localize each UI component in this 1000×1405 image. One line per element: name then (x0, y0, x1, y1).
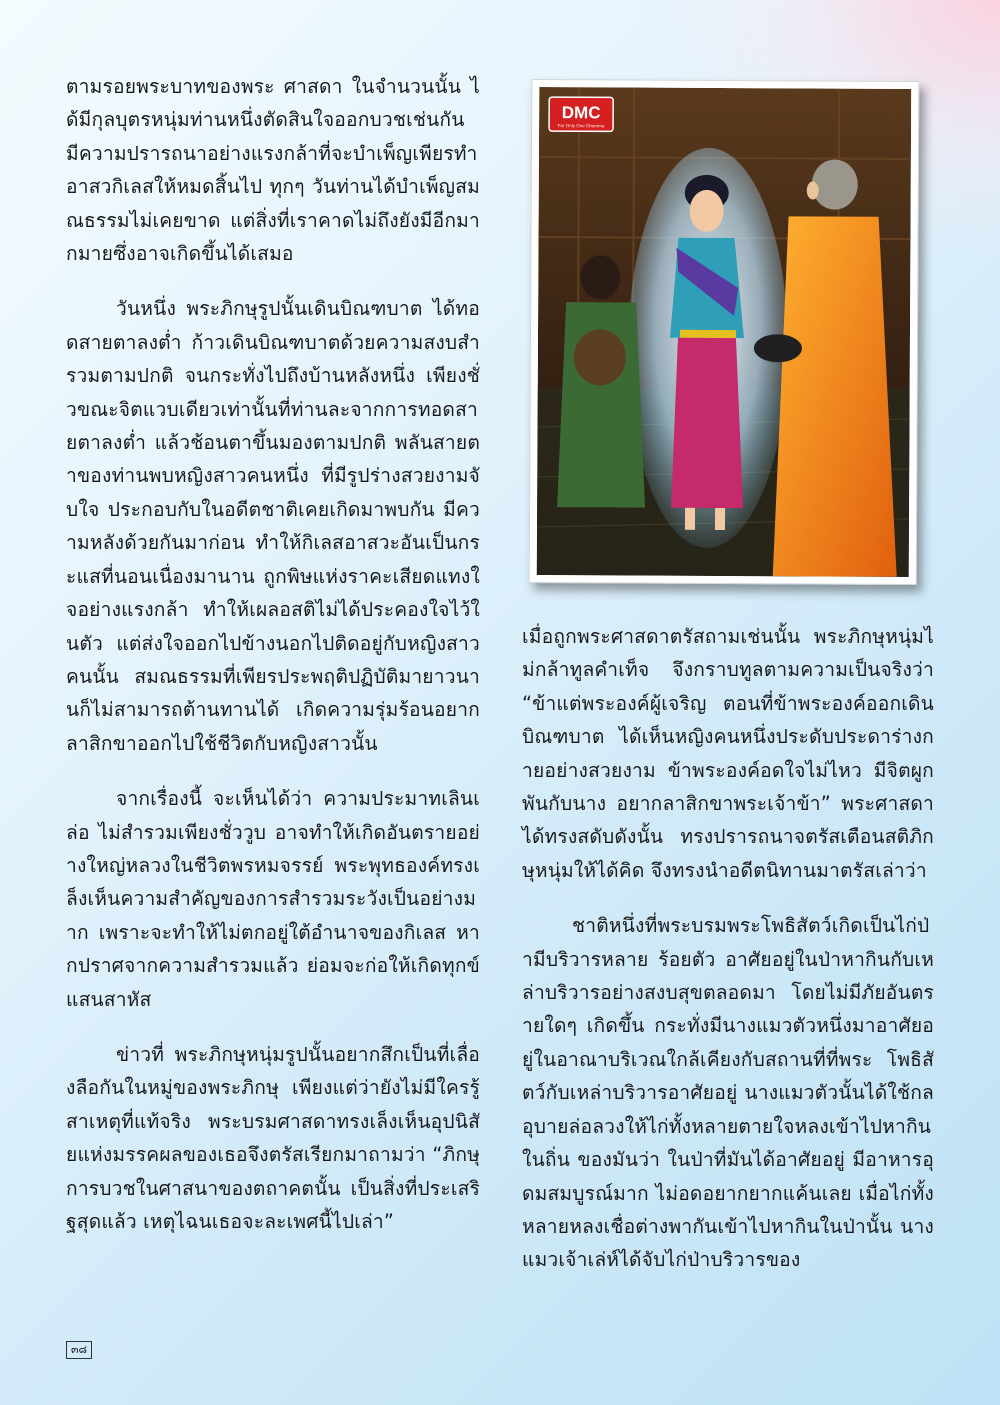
left-paragraph-1: ตามรอยพระบาทของพระ ศาสดา ในจำนวนนั้น ได้มีกุลบุตรหนุ่มท่านหนึ่งตัดสินใจออกบวชเช่นกัน มีความปรารถนาอย่างแรงกล้าที่จะบำเพ็ญเพียรทำอาสวกิเลสให้หมดสิ้นไป ทุกๆ วันท่านได้บำเพ็ญสมณธรรมไม่เคยขาด แต่สิ่งที่เราคาดไม่ถึงยังมีอีกมากมายซึ่งอาจเกิดขึ้นได้เสมอ (66, 75, 480, 266)
right-paragraph-1: เมื่อถูกพระศาสดาตรัสถามเช่นนั้น พระภิกษุหนุ่มไม่กล้าทูลคำเท็จ จึงกราบทูลตามความเป็นจริงว่า “ข้าแต่พระองค์ผู้เจริญ ตอนที่ข้าพระองค์ออกเดินบิณฑบาต ได้เห็นหญิงคนหนึ่งประดับประดาร่างกายอย่างสวยงาม ข้าพระองค์อดใจไม่ไหว มีจิตผูกพันกับนาง อยากลาสิกขาพระเจ้าข้า” พระศาสดาได้ทรงสดับดังนั้น ทรงปรารถนาจตรัสเตือนสติภิกษุหนุ่มให้ได้คิด จึงทรงนำอดีตนิทานมาตรัสเล่าว่า (522, 625, 934, 882)
right-paragraph-2: ชาติหนึ่งที่พระบรมพระโพธิสัตว์เกิดเป็นไก่ป่ามีบริวารหลาย ร้อยตัว อาศัยอยู่ในป่าหากินกับเหล่าบริวารอย่างสงบสุขตลอดมา โดยไม่มีภัยอันตรายใดๆ เกิดขึ้น กระทั่งมีนางแมวตัวหนึ่งมาอาศัยอยู่ในอาณาบริเวณใกล้เคียงกับสถานที่ที่พระ โพธิสัตว์กับเหล่าบริวารอาศัยอยู่ นางแมวตัวนั้นได้ใช้กลอุบายล่อลวงให้ไก่ทั้งหลายตายใจหลงเข้าไปหากินในถิ่น ของมันว่า ในป่าที่มันได้อาศัยอยู่ มีอาหารอุดมสมบูรณ์มาก ไม่อดอยากยากแค้นเลย เมื่อไก่ทั้งหลายหลงเชื่อต่างพากันเข้าไปหากินในป่านั้น นางแมวเจ้าเล่ห์ได้จับไก่ป่าบริวารของ (522, 914, 934, 1272)
monk-and-woman-illustration (537, 87, 912, 577)
left-paragraph-2: วันหนึ่ง พระภิกษุรูปนั้นเดินบิณฑบาต ได้ทอดสายตาลงต่ำ ก้าวเดินบิณฑบาตด้วยความสงบสำรวมตามปกติ จนกระทั่งไปถึงบ้านหลังหนึ่ง เพียงชั่วขณะจิตแวบเดียวเท่านั้นที่ท่านละจากการทอดสายตาลงต่ำ แล้วช้อนตาขึ้นมองตามปกติ พลันสายตาของท่านพบหญิงสาวคนหนึ่ง ที่มีรูปร่างสวยงามจับใจ ประกอบกับในอดีตชาติเคยเกิดมาพบกัน มีความหลังด้วยกันมาก่อน ทำให้กิเลสอาสวะอันเป็นกระแสที่นอนเนื่องมานาน ถูกพิษแห่งราคะเสียดแทงใจอย่างแรงกล้า ทำให้เผลอสติไม่ได้ประคองใจไว้ในตัว แต่ส่งใจออกไปข้างนอกไปติดอยู่กับหญิงสาวคนนั้น สมณธรรมที่เพียรประพฤติปฏิบัติมายาวนานก็ไม่สามารถต้านทานได้ เกิดความรุ่มร้อนอยากลาสิกขาออกไปใช้ชีวิตกับหญิงสาวนั้น (66, 297, 480, 755)
right-column (522, 620, 934, 1299)
left-column (66, 70, 480, 1260)
alms-bowl (754, 334, 802, 362)
illustration-frame (529, 79, 920, 585)
logo-tagline: For Only One Dhamma (557, 123, 605, 129)
logo-text: DMC (561, 103, 601, 123)
left-paragraph-4: ข่าวที่ พระภิกษุหนุ่มรูปนั้นอยากสึกเป็นที่เลื่องลือกันในหมู่ของพระภิกษุ เพียงแต่ว่ายังไม่มีใครรู้สาเหตุที่แท้จริง พระบรมศาสดาทรงเล็งเห็นอุปนิสัยแห่งมรรคผลของเธอจึงตรัสเรียกมาถามว่า “ภิกษุ การบวชในศาสนาของตถาคตนั้น เป็นสิ่งที่ประเสริฐสุดแล้ว เหตุไฉนเธอจะละเพศนี้ไปเล่า” (66, 1042, 480, 1233)
logo (549, 97, 613, 131)
left-paragraph-3: จากเรื่องนี้ จะเห็นได้ว่า ความประมาทเลินเล่อ ไม่สำรวมเพียงชั่ววูบ อาจทำให้เกิดอันตรายอย่างใหญ่หลวงในชีวิตพรหมจรรย์ พระพุทธองค์ทรงเล็งเห็นความสำคัญของการสำรวมระวังเป็นอย่างมาก เพราะจะทำให้ไม่ตกอยู่ใต้อำนาจของกิเลส หากปราศจากความสำรวมแล้ว ย่อมจะก่อให้เกิดทุกข์แสนสาหัส (66, 787, 480, 1011)
page-number: ๓๘ (66, 1341, 92, 1359)
